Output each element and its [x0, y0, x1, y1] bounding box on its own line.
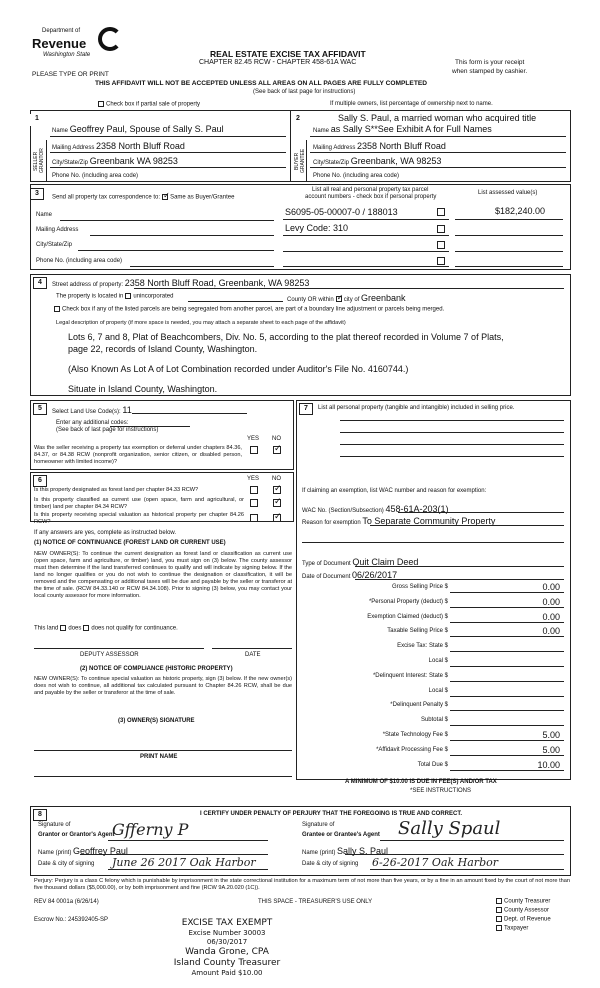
- tax-row-value[interactable]: 0.00: [542, 582, 560, 592]
- dept-name: Revenue: [32, 36, 87, 51]
- tax-row-label: Gross Selling Price $: [391, 584, 448, 590]
- doc-date-label: Date of Document: [302, 574, 351, 580]
- current-use-no-checkbox[interactable]: [273, 499, 281, 507]
- legal-line-3[interactable]: (Also Known As Lot A of Lot Combination recorded under Auditor's File No. 4160744.): [68, 364, 409, 374]
- notice: THIS AFFIDAVIT WILL NOT BE ACCEPTED UNLESS ALL AREAS ON ALL PAGES ARE FULLY COMPLETED: [95, 80, 428, 87]
- parcel-1[interactable]: S6095-05-00007-0 / 188013: [285, 207, 398, 217]
- assessed-header: List assessed value(s): [478, 190, 538, 196]
- city-of-label: city of: [343, 297, 360, 303]
- sec5-no: NO: [272, 436, 281, 442]
- seller-name-label: Name: [52, 128, 69, 134]
- sec6-yes: YES: [247, 476, 260, 482]
- buyer-name-line2[interactable]: as Sally S**See Exhibit A for Full Names: [330, 124, 492, 134]
- parcel-3-checkbox[interactable]: [437, 241, 445, 249]
- legal-line-4[interactable]: Situate in Island County, Washington.: [68, 384, 218, 394]
- if-yes-note: If any answers are yes, complete as instructed below.: [34, 530, 177, 536]
- section-4-number: 4: [33, 277, 47, 289]
- treasurer-space: THIS SPACE - TREASURER'S USE ONLY: [258, 899, 373, 905]
- tax-row-label: *Delinquent Penalty $: [390, 702, 448, 709]
- section-1-number: 1: [30, 114, 44, 126]
- section-7-number: 7: [299, 403, 313, 415]
- escrow-number: Escrow No.: 245392405-SP: [34, 917, 109, 923]
- grantor-name-label: Name (print): [38, 850, 72, 856]
- grantee-name-label: Name (print): [302, 850, 336, 856]
- date-label: DATE: [245, 652, 261, 658]
- street-label: Street address of property:: [52, 282, 124, 288]
- sec3-mail-label: Mailing Address: [36, 227, 79, 233]
- grantee-date-label: Date & city of signing: [302, 861, 359, 867]
- city-of-checkbox[interactable]: [336, 296, 342, 302]
- sec3-name-label: Name: [36, 212, 53, 218]
- distribution-item[interactable]: [494, 925, 528, 932]
- send-correspondence-label: Send all property tax correspondence to:: [52, 194, 161, 201]
- property-city[interactable]: Greenbank: [361, 293, 406, 303]
- current-use-yes-checkbox[interactable]: [250, 499, 258, 507]
- unincorporated-label: unincorporated: [133, 293, 174, 300]
- receipt-note-1: This form is your receipt: [455, 59, 525, 66]
- seller-city-label: City/State/Zip: [52, 160, 89, 166]
- seller-side-label: SELLER GRANTOR: [33, 148, 45, 174]
- notice-2-body: NEW OWNER(S): To continue special valuation as historic property, sign (3) below. If the new owner(s) does not wish to continue, all additional tax calculated pursuant to Chapter 84.26 RCW, shall be due and payable by the seller or transferor at the time of sale.: [34, 676, 292, 696]
- tax-row-value[interactable]: 0.00: [542, 611, 560, 622]
- assessed-1[interactable]: $182,240.00: [495, 206, 546, 216]
- segregated-checkbox[interactable]: [54, 306, 60, 312]
- receipt-note-2: when stamped by cashier.: [452, 68, 528, 75]
- buyer-mail[interactable]: 2358 North Bluff Road: [357, 141, 446, 151]
- section-3-number: 3: [30, 188, 44, 200]
- segregated-label: Check box if any of the listed parcels are being segregated from another parcel, are part of a boundary line adjustment or parcels being merged.: [62, 306, 445, 313]
- notice-2-title: (2) NOTICE OF COMPLIANCE (HISTORIC PROPERTY): [80, 666, 233, 672]
- buyer-city-label: City/State/Zip: [313, 160, 350, 166]
- parcel-2-checkbox[interactable]: [437, 225, 445, 233]
- owner-signature-label: (3) OWNER(S) SIGNATURE: [118, 718, 195, 724]
- tax-row-label: Excise Tax: State $: [397, 643, 448, 650]
- section-6-number: 6: [33, 475, 47, 487]
- tax-row-label: Local $: [428, 658, 448, 664]
- revenue-logo-icon: [98, 27, 122, 51]
- tax-row-value[interactable]: 10.00: [537, 759, 560, 770]
- reason[interactable]: To Separate Community Property: [362, 516, 496, 526]
- grantee-date-city[interactable]: 6-26-2017 Oak Harbor: [372, 856, 498, 869]
- distribution-label: County Treasurer: [504, 898, 551, 905]
- stamp-line: Island County Treasurer: [173, 958, 281, 968]
- seller-city[interactable]: Greenbank WA 98253: [89, 156, 178, 166]
- distribution-item[interactable]: [494, 916, 551, 923]
- grantor-name[interactable]: Geoffrey Paul: [73, 846, 128, 856]
- forest-yes-checkbox[interactable]: [250, 486, 258, 494]
- this-land-label: This land: [34, 625, 59, 632]
- parcel-1-checkbox[interactable]: [437, 208, 445, 216]
- deputy-assessor-label: DEPUTY ASSESSOR: [80, 652, 139, 658]
- stamp-line: 06/30/2017: [206, 938, 248, 946]
- tax-row-label: Exemption Claimed (deduct) $: [367, 613, 448, 620]
- stamp-line: Amount Paid $10.00: [191, 969, 263, 977]
- distribution-checkbox[interactable]: [496, 916, 502, 922]
- exempt-no-checkbox[interactable]: [273, 446, 281, 454]
- stamp-line: Excise Number 30003: [188, 929, 266, 937]
- tax-row-label: *State Technology Fee $: [382, 732, 448, 738]
- buyer-name-label: Name: [313, 128, 330, 134]
- wac-label: WAC No. (Section/Subsection): [302, 508, 384, 514]
- claiming-exemption-label: If claiming an exemption, list WAC number and reason for exemption:: [302, 488, 487, 494]
- distribution-checkbox[interactable]: [496, 898, 502, 904]
- grantor-date-city[interactable]: June 26 2017 Oak Harbor: [112, 856, 256, 869]
- forest-question: Is this property designated as forest land per chapter 84.33 RCW?: [34, 487, 199, 493]
- perjury-statement: Perjury: Perjury is a class C felony which is punishable by imprisonment in the state correctional institution for a maximum term of not more than five years, or by a fine in an amount fixed by the court of not more than five thousand dollars ($5,000.00), or by both imprisonment and fine (RCW 9A.20.020 (1C)).: [34, 878, 570, 891]
- legal-line-2[interactable]: page 22, records of Island County, Washington.: [68, 344, 258, 354]
- reason-label: Reason for exemption: [302, 520, 361, 526]
- distribution-label: Dept. of Revenue: [504, 916, 551, 923]
- wac-number[interactable]: 458-61A-203(1): [385, 504, 449, 514]
- form-title: REAL ESTATE EXCISE TAX AFFIDAVIT: [210, 49, 366, 59]
- sec5-yes: YES: [247, 436, 260, 442]
- tax-row-label: Taxable Selling Price $: [387, 628, 448, 635]
- forest-no-checkbox[interactable]: [273, 486, 281, 494]
- doc-date[interactable]: 06/26/2017: [352, 570, 398, 580]
- section-5-number: 5: [33, 403, 47, 415]
- does-label: does: [68, 625, 82, 632]
- same-as-buyer-checkbox[interactable]: [162, 194, 168, 200]
- grantor-sig-of: Signature of: [38, 822, 71, 828]
- dept-state: Washington State: [43, 52, 91, 58]
- buyer-side-label: BUYER GRANTEE: [294, 148, 306, 174]
- form-revision: REV 84 0001a (6/26/14): [34, 899, 99, 905]
- parcel-header-1: List all real and personal property tax parcel: [312, 187, 429, 193]
- see-instructions: *SEE INSTRUCTIONS: [410, 788, 472, 794]
- current-use-question: Is this property classified as current use (open space, farm and agricultural, or timber) land per chapter 84.34 RCW?: [34, 497, 244, 510]
- located-label: The property is located in: [56, 293, 124, 300]
- does-not-checkbox[interactable]: [83, 625, 89, 631]
- historic-question: Is this property receiving special valuation as historical property per chapter 84.26 RCW?: [34, 512, 244, 525]
- additional-codes-label: Enter any additional codes:: [56, 420, 129, 426]
- tax-row-label: Subtotal $: [420, 717, 448, 724]
- multiple-owners: If multiple owners, list percentage of ownership next to name.: [330, 101, 493, 107]
- land-use-label: Select Land Use Code(s):: [52, 409, 121, 415]
- tax-row-value[interactable]: 5.00: [542, 730, 560, 740]
- distribution-checkbox[interactable]: [496, 907, 502, 913]
- grantee-sig-of: Signature of: [302, 822, 335, 828]
- distribution-checkbox[interactable]: [496, 925, 502, 931]
- partial-sale-checkbox[interactable]: [98, 101, 104, 107]
- certify-statement: I CERTIFY UNDER PENALTY OF PERJURY THAT THE FOREGOING IS TRUE AND CORRECT.: [200, 811, 463, 817]
- personal-property-label: List all personal property (tangible and intangible) included in selling price.: [318, 405, 515, 411]
- does-not-label: does not qualify for continuance.: [91, 625, 178, 632]
- partial-sale-label: Check box if partial sale of property: [106, 101, 201, 108]
- unincorporated-checkbox[interactable]: [125, 293, 131, 299]
- sec6-no: NO: [272, 476, 281, 482]
- tax-row-value[interactable]: 5.00: [542, 744, 560, 755]
- legal-label: Legal description of property (if more space is needed, you may attach a separate sheet to each page of the affidavit): [56, 320, 346, 326]
- grantee-signature[interactable]: Sally Spaul: [398, 818, 501, 839]
- tax-row-label: *Delinquent Interest: State $: [372, 672, 448, 679]
- levy-code[interactable]: Levy Code: 310: [285, 223, 349, 233]
- grantor-signature[interactable]: Gfferny P: [112, 820, 189, 839]
- section-2-number: 2: [291, 114, 305, 126]
- exempt-yes-checkbox[interactable]: [250, 446, 258, 454]
- buyer-phone-label: Phone No. (including area code): [313, 173, 400, 179]
- please-type: PLEASE TYPE OR PRINT: [32, 71, 109, 78]
- grantor-date-label: Date & city of signing: [38, 861, 95, 867]
- tax-row-value[interactable]: 0.00: [542, 596, 560, 607]
- street-address[interactable]: 2358 North Bluff Road, Greenbank, WA 98253: [124, 278, 310, 288]
- exemption-question: Was the seller receiving a property tax exemption or deferral under chapters 84.36, 84.37, or 84.38 RCW (nonprofit organization, senior citizen, or disabled person, homeowner with limited income)?: [34, 445, 242, 465]
- stamp-line: EXCISE TAX EXEMPT: [181, 918, 273, 928]
- doc-type-label: Type of Document: [302, 561, 351, 567]
- print-name-label: PRINT NAME: [140, 754, 178, 760]
- land-use-code[interactable]: 11: [122, 405, 132, 415]
- form-chapter: CHAPTER 82.45 RCW - CHAPTER 458-61A WAC: [199, 59, 357, 66]
- parcel-4-checkbox[interactable]: [437, 257, 445, 265]
- notice-1-title: (1) NOTICE OF CONTINUANCE (FOREST LAND OR CURRENT USE): [34, 540, 226, 546]
- seller-mail[interactable]: 2358 North Bluff Road: [96, 141, 185, 151]
- sec3-city-label: City/State/Zip: [36, 242, 73, 248]
- section-8-number: 8: [33, 809, 47, 821]
- doc-type[interactable]: Quit Claim Deed: [352, 557, 419, 567]
- partial-sale-row[interactable]: [96, 101, 200, 108]
- see-back-5: (See back of last page for instructions): [56, 427, 159, 433]
- distribution-item[interactable]: [494, 898, 550, 905]
- tax-row-label: Local $: [428, 687, 448, 694]
- buyer-city[interactable]: Greenbank, WA 98253: [350, 156, 442, 166]
- distribution-item[interactable]: [494, 907, 549, 914]
- buyer-name-line1[interactable]: Sally S. Paul, a married woman who acquired title: [338, 113, 537, 123]
- notice-1-body: NEW OWNER(S): To continue the current designation as forest land or classification as current use (open space, farm and agriculture, or timber) land, you must sign on (3) below. The county assessor must then determine if the land transferred continues to qualify and will indicate by signing below. If the land no longer qualifies or you do not wish to continue the designation or classification, it will be removed and the compensating or additional taxes will be due and payable by the seller or transferor at the time of sale. (RCW 84.33.140 or RCW 84.34.108). Prior to signing (3) below, you may contact your local county assessor for more information.: [34, 551, 292, 599]
- stamp-line: Wanda Grone, CPA: [185, 947, 269, 957]
- legal-line-1[interactable]: Lots 6, 7 and 8, Plat of Beachcombers, Div. No. 5, according to the plat thereof recorded in Volume 7 of Plats,: [68, 332, 504, 342]
- minimum-fee-note: A MINIMUM OF $10.00 IS DUE IN FEE(S) AND/OR TAX: [345, 779, 497, 785]
- seller-mail-label: Mailing Address: [52, 145, 95, 151]
- tax-row-value[interactable]: 0.00: [542, 626, 560, 637]
- county-or-label: County OR within: [287, 297, 334, 303]
- grantee-name[interactable]: Sally S. Paul: [337, 846, 389, 856]
- same-as-buyer-label: Same as Buyer/Grantee: [170, 194, 235, 201]
- historic-no-checkbox[interactable]: [273, 514, 281, 522]
- tax-row-label: *Personal Property (deduct) $: [368, 598, 448, 605]
- does-checkbox[interactable]: [60, 625, 66, 631]
- historic-yes-checkbox[interactable]: [250, 514, 258, 522]
- distribution-label: County Assessor: [504, 907, 550, 914]
- see-back: (See back of last page for instructions): [253, 89, 356, 95]
- sec3-phone-label: Phone No. (including area code): [36, 258, 123, 264]
- tax-row-label: Total Due $: [417, 761, 448, 768]
- seller-phone-label: Phone No. (including area code): [52, 173, 139, 179]
- tax-row-label: *Affidavit Processing Fee $: [376, 746, 448, 753]
- buyer-mail-label: Mailing Address: [313, 145, 356, 151]
- grantee-agent-label: Grantee or Grantee's Agent: [302, 832, 380, 838]
- distribution-label: Taxpayer: [504, 925, 529, 932]
- seller-name[interactable]: Geoffrey Paul, Spouse of Sally S. Paul: [69, 124, 224, 134]
- parcel-header-2: account numbers - check box if personal property: [305, 194, 437, 200]
- dept-of-label: Department of: [42, 28, 81, 34]
- grantor-agent-label: Grantor or Grantor's Agent: [38, 832, 115, 838]
